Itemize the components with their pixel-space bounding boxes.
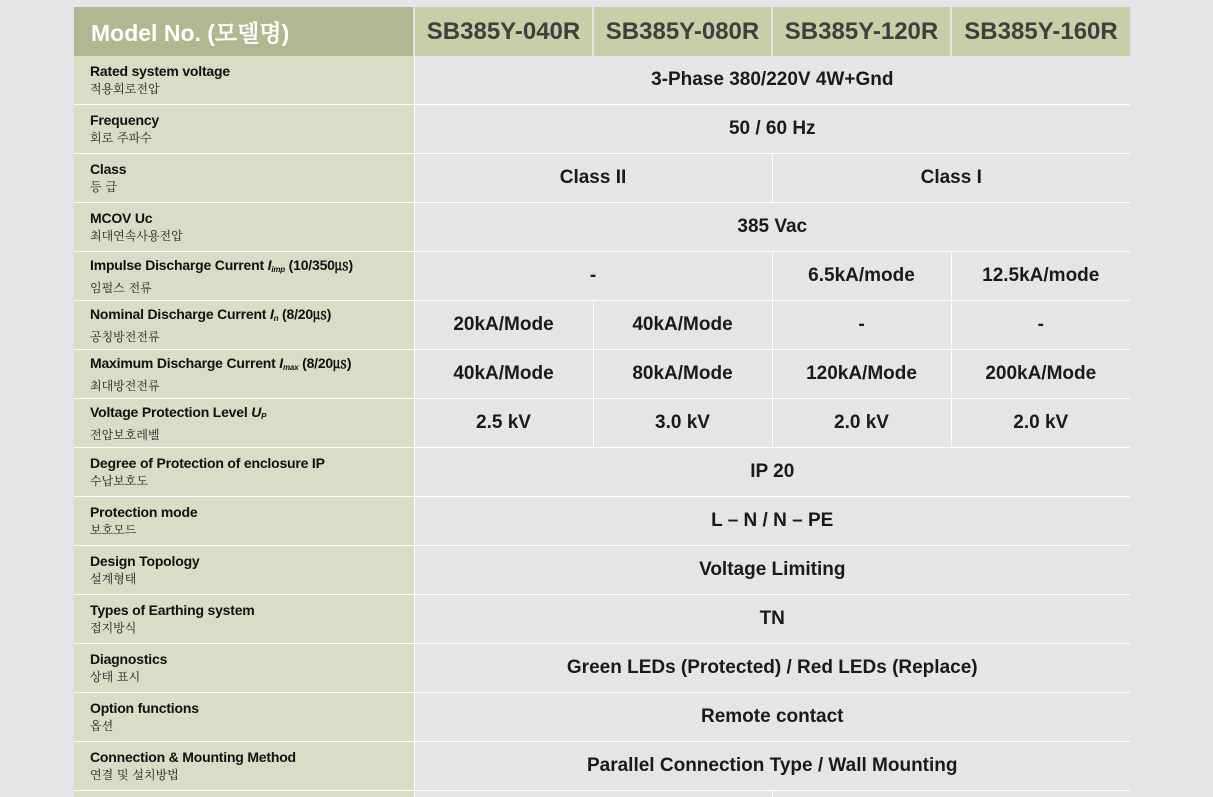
spec-table [74, 7, 1130, 797]
row-label: Design Topology 설계형태 [74, 546, 414, 595]
value-cell: 40kA/Mode [593, 301, 772, 350]
row-label: Nominal Discharge Current $I_n$ (8/20㎲) 공칭방전전류 [74, 301, 414, 350]
value-cell: 2.0 kV [772, 399, 951, 448]
value-cell: IP 20 [414, 448, 1130, 497]
row-mounting-method [74, 742, 1130, 791]
row-mcov [74, 203, 1130, 252]
row-label: Protection mode 보호모드 [74, 497, 414, 546]
value-cell: 385 Vac [414, 203, 1130, 252]
row-option-functions [74, 693, 1130, 742]
row-max-current [74, 350, 1130, 399]
model-header-080r: SB385Y-080R [593, 7, 772, 56]
value-cell: 40kA/Mode [414, 350, 593, 399]
value-cell: 3.0 kV [593, 399, 772, 448]
value-cell: Voltage Limiting [414, 546, 1130, 595]
row-rated-voltage [74, 56, 1130, 105]
row-protection-mode [74, 497, 1130, 546]
row-design-topology [74, 546, 1130, 595]
value-cell: 2.0 kV [951, 399, 1130, 448]
value-cell: 20kA/Mode [414, 301, 593, 350]
row-impulse-current [74, 252, 1130, 301]
value-cell [414, 791, 772, 797]
row-label: Option functions 옵션 [74, 693, 414, 742]
value-cell: Remote contact [414, 693, 1130, 742]
model-no-header: Model No. (모델명) [74, 7, 414, 56]
value-cell [772, 791, 1130, 797]
row-earthing-system [74, 595, 1130, 644]
model-header-120r: SB385Y-120R [772, 7, 951, 56]
value-cell: 50 / 60 Hz [414, 105, 1130, 154]
row-label: Degree of Protection of enclosure IP 수납보호도 [74, 448, 414, 497]
value-cell: Parallel Connection Type / Wall Mounting [414, 742, 1130, 791]
value-cell: 2.5 kV [414, 399, 593, 448]
value-cell: Class II [414, 154, 772, 203]
header-row [74, 7, 1130, 56]
value-cell: 12.5kA/mode [951, 252, 1130, 301]
row-label: Rated system voltage 적용회로전압 [74, 56, 414, 105]
value-cell: - [951, 301, 1130, 350]
row-label [74, 791, 414, 797]
row-label: Impulse Discharge Current $I_{imp}$ (10/350㎲) 임펄스 전류 [74, 252, 414, 301]
row-frequency [74, 105, 1130, 154]
value-cell: 120kA/Mode [772, 350, 951, 399]
row-ip-rating [74, 448, 1130, 497]
value-cell: Class I [772, 154, 1130, 203]
row-label: Frequency 회로 주파수 [74, 105, 414, 154]
model-header-040r: SB385Y-040R [414, 7, 593, 56]
row-label: Types of Earthing system 접지방식 [74, 595, 414, 644]
row-label: Connection & Mounting Method 연결 및 설치방법 [74, 742, 414, 791]
row-label: Class 등 급 [74, 154, 414, 203]
value-cell: 3-Phase 380/220V 4W+Gnd [414, 56, 1130, 105]
value-cell: Green LEDs (Protected) / Red LEDs (Replace) [414, 644, 1130, 693]
row-label: Maximum Discharge Current $I_{max}$ (8/20㎲) 최대방전전류 [74, 350, 414, 399]
value-cell: 200kA/Mode [951, 350, 1130, 399]
row-nominal-current [74, 301, 1130, 350]
value-cell: TN [414, 595, 1130, 644]
row-label: Voltage Protection Level $U_P$ 전압보호레벨 [74, 399, 414, 448]
row-class [74, 154, 1130, 203]
row-cutoff [74, 791, 1130, 797]
value-cell: - [772, 301, 951, 350]
row-voltage-protection [74, 399, 1130, 448]
value-cell: L – N / N – PE [414, 497, 1130, 546]
row-label: MCOV Uc 최대연속사용전압 [74, 203, 414, 252]
value-cell: 80kA/Mode [593, 350, 772, 399]
value-cell: - [414, 252, 772, 301]
row-diagnostics [74, 644, 1130, 693]
value-cell: 6.5kA/mode [772, 252, 951, 301]
row-label: Diagnostics 상태 표시 [74, 644, 414, 693]
model-header-160r: SB385Y-160R [951, 7, 1130, 56]
